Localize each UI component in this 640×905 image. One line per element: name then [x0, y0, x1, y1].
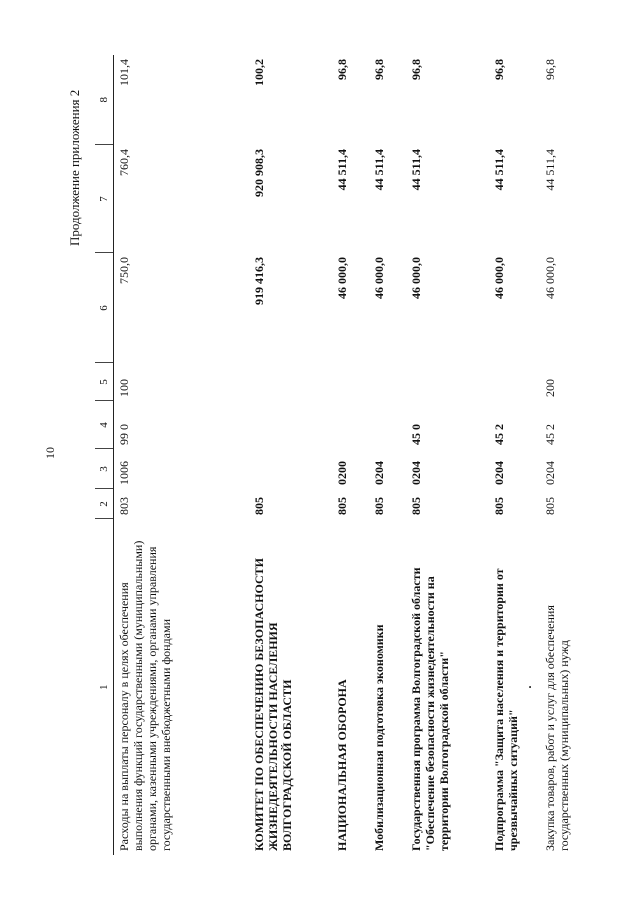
cell-executed: 44 511,4 [335, 149, 349, 191]
cell-expense-type [489, 363, 540, 401]
cell-admin-code: 803 [117, 497, 131, 515]
header-col-7: 7 [95, 145, 114, 253]
cell-expense-type [249, 363, 332, 401]
cell-percent: 96,8 [409, 59, 423, 80]
cell-section: 0204 [409, 461, 423, 485]
cell-executed: 44 511,4 [543, 149, 557, 191]
cell-approved: 46 000,0 [372, 257, 386, 299]
cell-expense-type: 100 [117, 379, 131, 397]
cell-section: 0200 [335, 461, 349, 485]
cell-target [332, 401, 369, 449]
cell-target: 45 0 [409, 424, 423, 445]
cell-percent: 96,8 [492, 59, 506, 80]
table-row [249, 55, 332, 855]
header-col-1: 1 [95, 519, 114, 855]
appendix-table [95, 55, 599, 855]
header-col-2: 2 [95, 489, 114, 519]
row-name: Подпрограмма "Защита населения и территории от чрезвычайных ситуаций" [492, 568, 520, 851]
table-row [369, 55, 406, 855]
table-row [489, 55, 540, 855]
table-row [540, 55, 599, 855]
cell-approved: 46 000,0 [335, 257, 349, 299]
cell-expense-type: 200 [543, 379, 557, 397]
cell-executed: 44 511,4 [372, 149, 386, 191]
cell-target [369, 401, 406, 449]
stray-dot: . [520, 685, 534, 689]
cell-approved: 46 000,0 [543, 257, 557, 299]
page-number: 10 [43, 447, 57, 459]
row-name: Государственная программа Волгоградской области "Обеспечение безопасности жизнедеятельности на территории Волгоградской области" [409, 567, 451, 851]
cell-target [249, 401, 332, 449]
cell-admin-code: 805 [409, 497, 423, 515]
table-row [332, 55, 369, 855]
cell-executed: 44 511,4 [409, 149, 423, 191]
header-col-5: 5 [95, 363, 114, 401]
cell-approved: 750,0 [117, 257, 131, 284]
row-name: Закупка товаров, работ и услуг для обеспечения государственных (муниципальных) нужд [543, 605, 571, 851]
row-name-cell [489, 519, 540, 855]
row-name: Расходы на выплаты персоналу в целях обеспечения выполнения функций государственными (муниципальными) органами, казенными учреждениями, органами управления государственными внебюджетными фондами [117, 540, 173, 851]
cell-expense-type [332, 363, 369, 401]
cell-expense-type [406, 363, 489, 401]
cell-admin-code: 805 [543, 497, 557, 515]
cell-section: 1006 [117, 461, 131, 485]
cell-target: 99 0 [117, 424, 131, 445]
header-col-8: 8 [95, 55, 114, 145]
cell-admin-code: 805 [252, 497, 266, 515]
cell-section: 0204 [492, 461, 506, 485]
cell-section [249, 449, 332, 489]
rotated-table-wrapper [95, 55, 571, 855]
cell-percent: 96,8 [335, 59, 349, 80]
cell-approved: 46 000,0 [409, 257, 423, 299]
cell-admin-code: 805 [372, 497, 386, 515]
cell-percent: 96,8 [543, 59, 557, 80]
cell-percent: 96,8 [372, 59, 386, 80]
cell-percent: 101,4 [117, 59, 131, 86]
table-row [406, 55, 489, 855]
cell-executed: 760,4 [117, 149, 131, 176]
header-col-3: 3 [95, 449, 114, 489]
cell-executed: 920 908,3 [252, 149, 266, 197]
cell-target: 45 2 [492, 424, 506, 445]
cell-approved: 46 000,0 [492, 257, 506, 299]
table-row [114, 55, 250, 855]
cell-executed: 44 511,4 [492, 149, 506, 191]
cell-approved: 919 416,3 [252, 257, 266, 305]
header-row [95, 55, 114, 855]
cell-admin-code: 805 [492, 497, 506, 515]
header-col-4: 4 [95, 401, 114, 449]
header-col-6: 6 [95, 253, 114, 363]
cell-target: 45 2 [543, 424, 557, 445]
continuation-label: Продолжение приложения 2 [67, 89, 82, 246]
row-name: КОМИТЕТ ПО ОБЕСПЕЧЕНИЮ БЕЗОПАСНОСТИ ЖИЗНЕДЕЯТЕЛЬНОСТИ НАСЕЛЕНИЯ ВОЛГОГРАДСКОЙ ОБЛАСТИ [252, 558, 294, 851]
cell-percent: 100,2 [252, 59, 266, 86]
row-name: НАЦИОНАЛЬНАЯ ОБОРОНА [335, 679, 349, 851]
cell-admin-code: 805 [335, 497, 349, 515]
cell-section: 0204 [543, 461, 557, 485]
row-name: Мобилизационная подготовка экономики [372, 624, 386, 851]
cell-expense-type [369, 363, 406, 401]
cell-section: 0204 [372, 461, 386, 485]
